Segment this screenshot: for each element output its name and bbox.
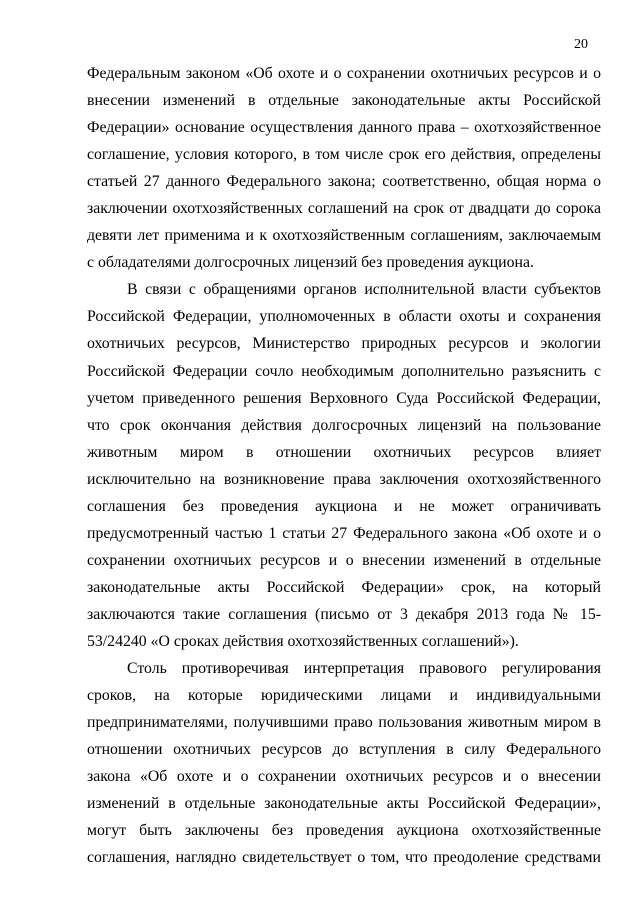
text-line: внесении изменений в отдельные законодательные акты Российской — [87, 92, 601, 110]
text-line: охотничьих ресурсов, Министерство природных ресурсов и экологии — [87, 335, 601, 353]
paragraph-1 — [87, 60, 601, 276]
text-line: Федерации» основание осуществления данного права – охотхозяйственное — [87, 119, 601, 137]
text-line: заключении охотхозяйственных соглашений на срок от двадцати до сорока — [87, 200, 601, 218]
text-line: животным миром в отношении охотничьих ресурсов влияет — [87, 443, 601, 461]
text-line: изменений в отдельные законодательные акты Российской Федерации», — [87, 795, 601, 813]
text-line: Столь противоречивая интерпретация правового регулирования — [127, 660, 601, 678]
text-line: что срок окончания действия долгосрочных лицензий на пользование — [87, 416, 601, 434]
text-line: статьей 27 данного Федерального закона; соответственно, общая норма о — [87, 173, 601, 191]
text-line: соглашения без проведения аукциона и не может ограничивать — [87, 497, 601, 515]
page-number: 20 — [574, 37, 588, 52]
text-line: предусмотренный частью 1 статьи 27 Федерального закона «Об охоте и о — [87, 524, 601, 542]
text-line: Российской Федерации сочло необходимым дополнительно разъяснить с — [87, 362, 601, 380]
paragraph-2 — [87, 276, 601, 655]
text-line: В связи с обращениями органов исполнительной власти субъектов — [127, 281, 601, 299]
text-line: могут быть заключены без проведения аукциона охотхозяйственные — [87, 822, 601, 840]
text-line: Российской Федерации, уполномоченных в области охоты и сохранения — [87, 308, 601, 326]
text-line: учетом приведенного решения Верховного Суда Российской Федерации, — [87, 389, 601, 407]
text-line: 53/24240 «О сроках действия охотхозяйственных соглашений»). — [87, 632, 519, 650]
text-line: исключительно на возникновение права заключения охотхозяйственного — [87, 470, 601, 488]
paragraph-3 — [87, 655, 601, 871]
text-line: соглашение, условия которого, в том числе срок его действия, определены — [87, 146, 601, 164]
body-text — [87, 60, 601, 871]
text-line: закона «Об охоте и о сохранении охотничьих ресурсов и о внесении — [87, 768, 601, 786]
text-line: предпринимателями, получившими право пользования животным миром в — [87, 714, 601, 732]
text-line: с обладателями долгосрочных лицензий без проведения аукциона. — [87, 254, 534, 272]
text-line: сохранении охотничьих ресурсов и о внесении изменений в отдельные — [87, 551, 601, 569]
text-line: девяти лет применима и к охотхозяйственным соглашениям, заключаемым — [87, 227, 601, 245]
text-line: Федеральным законом «Об охоте и о сохранении охотничьих ресурсов и о — [87, 65, 601, 82]
text-line: соглашения, наглядно свидетельствует о том, что преодоление средствами — [87, 849, 601, 867]
text-line: отношении охотничьих ресурсов до вступления в силу Федерального — [87, 741, 601, 759]
text-line: заключаются такие соглашения (письмо от 3 декабря 2013 года № 15- — [87, 605, 601, 623]
text-line: законодательные акты Российской Федерации» срок, на который — [87, 578, 601, 596]
text-line: сроков, на которые юридическими лицами и индивидуальными — [87, 687, 601, 705]
